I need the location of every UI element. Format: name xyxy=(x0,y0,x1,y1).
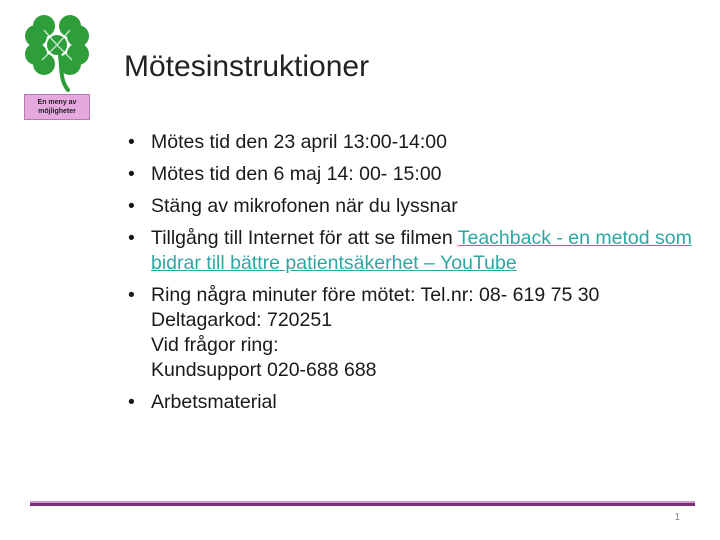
badge-line-2: möjligheter xyxy=(38,108,76,115)
badge-line-1: En meny av xyxy=(37,99,77,106)
footer-rule-dark xyxy=(30,503,695,506)
call-in-phone: • Ring några minuter före mötet: Tel.nr: 08- 619 75 30 xyxy=(151,284,600,306)
instruction-list xyxy=(126,130,696,422)
mute-instruction: Stäng av mikrofonen när du lyssnar xyxy=(151,195,458,217)
four-leaf-clover-icon xyxy=(24,12,90,92)
slide-title: Mötesinstruktioner xyxy=(124,50,370,83)
page-number: 1 xyxy=(674,512,680,523)
participant-code: Deltagarkod: 720251 xyxy=(151,309,333,331)
clover-logo xyxy=(24,12,90,92)
meeting-time-1: Mötes tid den 23 april 13:00-14:00 xyxy=(151,131,447,153)
list-item xyxy=(126,130,696,155)
questions-label: Vid frågor ring: xyxy=(151,334,279,356)
list-item xyxy=(126,283,696,383)
internet-text: Tillgång till Internet för att se filmen xyxy=(151,227,458,249)
youtube-video-link[interactable]: Teachback - en metod som bidrar till bättre patientsäkerhet – YouTube xyxy=(151,227,692,274)
meeting-time-2: Mötes tid den 6 maj 14: 00- 15:00 xyxy=(151,163,442,185)
support-phone: Kundsupport 020-688 688 xyxy=(151,359,377,381)
list-item xyxy=(126,194,696,219)
work-material: Arbetsmaterial xyxy=(151,391,277,413)
list-item xyxy=(126,162,696,187)
list-item xyxy=(126,390,696,415)
list-item xyxy=(126,226,696,276)
tagline-badge xyxy=(24,94,90,120)
